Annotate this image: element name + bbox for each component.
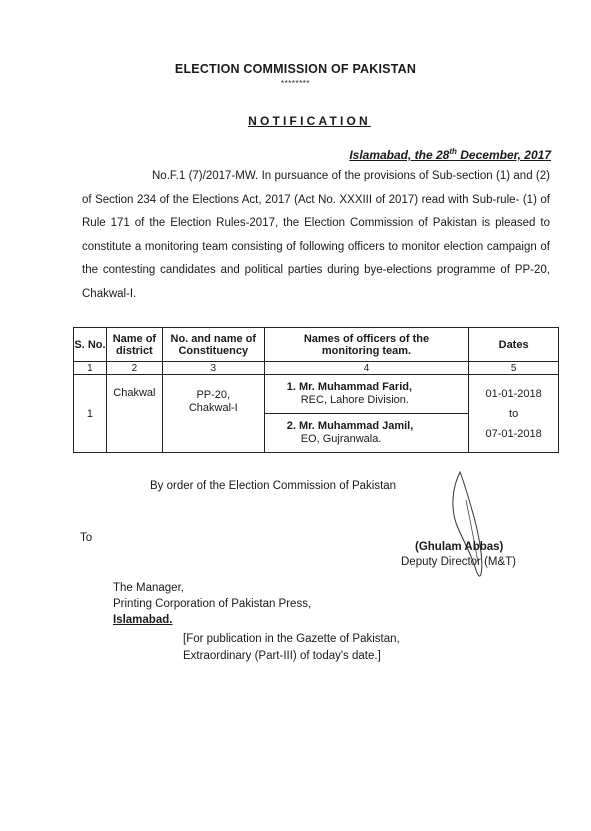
date-to: 07-01-2018	[485, 427, 542, 440]
date-from: 01-01-2018	[485, 387, 542, 400]
cell-dates	[469, 375, 559, 453]
date-to-word: to	[509, 407, 519, 420]
officer-name: Mr. Muhammad Farid,	[298, 381, 413, 393]
col-num-3: 3	[162, 362, 264, 375]
col-num-5: 5	[469, 362, 559, 375]
table-row	[74, 375, 559, 453]
col-num-4: 4	[264, 362, 469, 375]
publication-note-1: [For publication in the Gazette of Pakistan,	[183, 633, 400, 645]
body-paragraph	[82, 165, 550, 306]
cell-sno: 1	[74, 375, 107, 453]
recipient-line-2: Printing Corporation of Pakistan Press,	[113, 598, 312, 610]
recipient-line-1: The Manager,	[113, 582, 184, 594]
col-num-1: 1	[74, 362, 107, 375]
officer-designation: REC, Lahore Division.	[300, 394, 409, 406]
col-num-2: 2	[106, 362, 162, 375]
cell-constituency: PP-20, Chakwal-I	[162, 375, 264, 453]
order-line: By order of the Election Commission of Pakistan	[150, 480, 397, 492]
officer-entry	[265, 413, 469, 452]
dateline-rest: December, 2017	[456, 148, 551, 162]
header-sno: S. No.	[74, 328, 107, 362]
notification-heading: NOTIFICATION	[248, 114, 371, 128]
signatory-designation: Deputy Director (M&T)	[401, 556, 517, 568]
org-title: ELECTION COMMISSION OF PAKISTAN	[174, 62, 417, 76]
monitoring-team-table	[73, 327, 559, 453]
officer-number: 2.	[286, 420, 296, 432]
cell-officers	[264, 375, 469, 453]
officer-number: 1.	[286, 381, 296, 393]
recipient-line-3: Islamabad.	[113, 614, 173, 626]
dateline-prefix: Islamabad, the 28	[349, 148, 450, 162]
officer-designation: EO, Gujranwala.	[300, 433, 382, 445]
officer-entry	[265, 375, 469, 413]
title-stars: ********	[281, 79, 310, 88]
dateline-suffix: th	[449, 147, 457, 156]
signatory-name: (Ghulam Abbas)	[415, 541, 504, 553]
table-header-row	[74, 328, 559, 362]
to-label: To	[80, 532, 93, 544]
header-district: Name of district	[106, 328, 162, 362]
column-number-row	[74, 362, 559, 375]
body-paragraph-text: No.F.1 (7)/2017-MW. In pursuance of the provisions of Sub-section (1) and (2) of Section 234 of the Elections Act, 2017 (Act No. XXXIII of 2017) read with Sub-rule- (1) of Rule 171 of the Election Rules-2017, the Election Commission of Pakistan is pleased to constitute a monitoring team consisting of following officers to monitor election campaign of the contesting candidates and political parties during bye-elections programme of PP-20, Chakwal-I.	[82, 170, 550, 300]
header-officers: Names of officers of the monitoring team.	[264, 328, 469, 362]
header-constituency: No. and name of Constituency	[162, 328, 264, 362]
publication-note-2: Extraordinary (Part-III) of today's date.]	[183, 650, 381, 662]
officer-name-line	[287, 420, 463, 433]
dateline	[349, 147, 551, 162]
cell-district: Chakwal	[106, 375, 162, 453]
officer-name-line	[287, 381, 463, 394]
officer-name: Mr. Muhammad Jamil,	[298, 420, 414, 432]
header-dates: Dates	[469, 328, 559, 362]
